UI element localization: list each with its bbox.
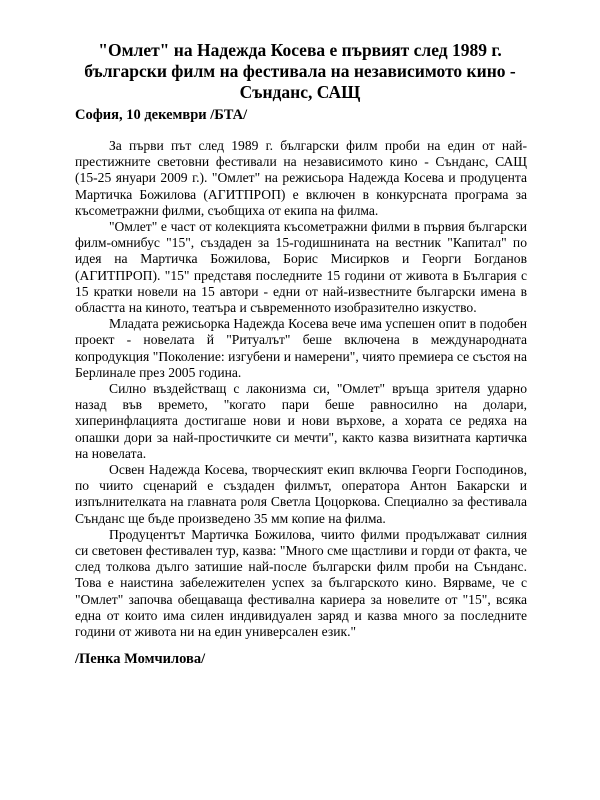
- article-title: "Омлет" на Надежда Косева е първият след 1989 г. български филм на фестивала на независимото кино - Сънданс, САЩ: [84, 40, 516, 102]
- paragraph: За първи път след 1989 г. български филм проби на един от най-престижните световни фестивали на независимото кино - Сънданс, САЩ (15-25 януари 2009 г.). "Омлет" на режисьора Надежда Косева и продуцента Мартичка Божилова (АГИТПРОП) е включен в конкурсната програма за късометражни филми, съобщиха от екипа на филма.: [75, 138, 527, 218]
- dateline: София, 10 декември /БТА/: [75, 107, 248, 123]
- article-body: [75, 138, 527, 640]
- paragraph: Младата режисьорка Надежда Косева вече има успешен опит в подобен проект - новелата й "Ритуалът" беше включена в международната копродукция "Поколение: изгубени и намерени", чиято премиера се състоя на Берлинале през 2005 година.: [75, 316, 527, 380]
- paragraph: Продуцентът Мартичка Божилова, чиито филми продължават силния си световен фестивален тур, казва: "Много сме щастливи и горди от факта, че след толкова дълго затишие най-после български филм проби на Сънданс. Това е наистина забележителен успех за българското кино. Вярваме, че с "Омлет" започва обещаваща фестивална кариера за новелите от "15", всяка една от които има силен индивидуален заряд и казва много за последните години от живота ни на един универсален език.": [75, 526, 527, 640]
- paragraph: Силно въздействащ с лаконизма си, "Омлет" връща зрителя ударно назад във времето, "когато пари беше равносилно на долари, хиперинфлацията достигаше нови и нови върхове, а хората се редяха на опашки дори за най-простичките си мечти", както казва визитната картичка на новелата.: [75, 381, 527, 461]
- paragraph: "Омлет" е част от колекцията късометражни филми в първия български филм-омнибус "15", създаден за 15-годишнината на вестник "Капитал" по идея на Мартичка Божилова, Борис Мисирков и Георги Богданов (АГИТПРОП). "15" представя последните 15 години от живота в България с 15 кратки новели на 15 автори - едни от най-известните български имена в областта на киното, театъра и съвременното изобразително изкуство.: [75, 219, 527, 316]
- paragraph: Освен Надежда Косева, творческият екип включва Георги Господинов, по чиито сценарий е създаден филмът, оператора Антон Бакарски и изпълнителката на главната роля Светла Цоцоркова. Специално за фестивала Сънданс ще бъде произведено 35 мм копие на филма.: [75, 462, 527, 526]
- author-signature: /Пенка Момчилова/: [75, 651, 206, 667]
